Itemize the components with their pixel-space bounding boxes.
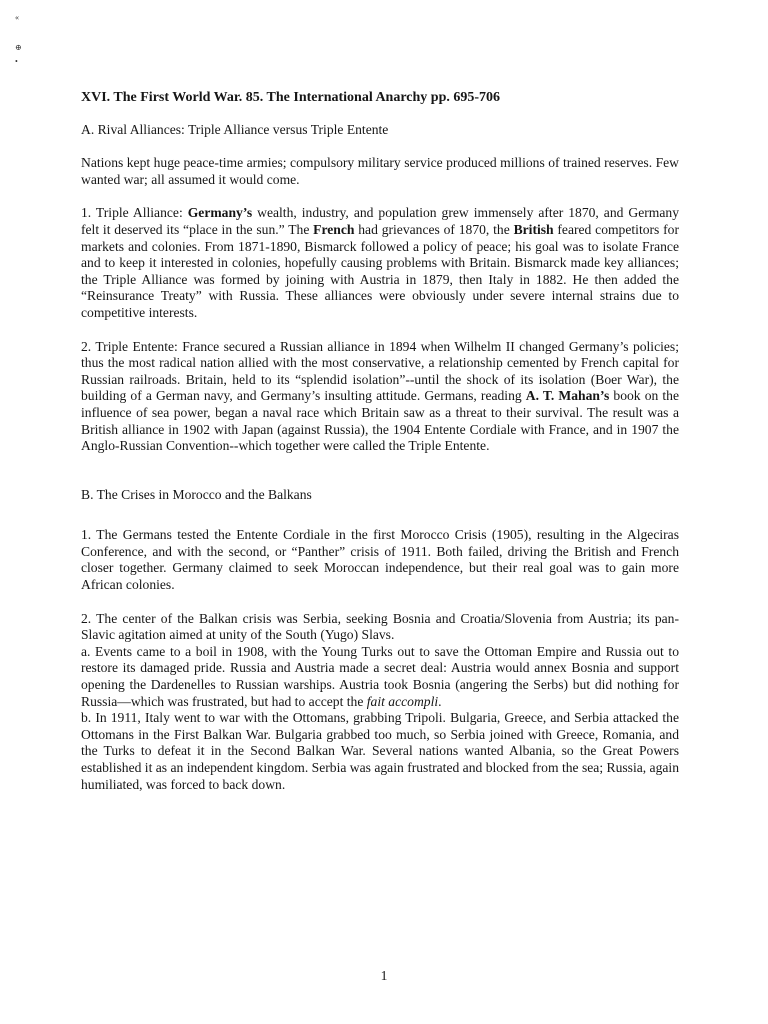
margin-mark: ⊕ — [15, 43, 22, 52]
balkan-subpoint-b: b. In 1911, Italy went to war with the Ottomans, grabbing Tripoli. Bulgaria, Greece, and Serbia attacked the Ottomans in the First Balkan War. Bulgaria grabbed too much, so Serbia joined with Greece, Romania, and the Turks to defeat it in the Second Balkan War. Several nations wanted Albania, so the Great Powers established it as an independent kingdom. Serbia was again frustrated and blocked from the sea; Russia, again humiliated, was forced to back down. — [81, 710, 679, 792]
text-run: 2. Triple Entente: France secured a Russian alliance in 1894 when Wilhelm II changed Germany’s policies; thus the most radical nation allied with the most conservative, a relationship cemented by French capital for Russian railroads. Britain, held to its “splendid isolation”--until the shock of its isolation (Boer War), the building of a German navy, and Germany’s insulting attitude. Germans, reading — [81, 338, 679, 404]
page-number: 1 — [380, 968, 388, 983]
document-page — [81, 90, 679, 793]
triple-entente-paragraph — [81, 339, 679, 455]
text-run: book on the influence of sea power, began a naval race which Britain saw as a threat to their survival. The result was a British alliance in 1902 with Japan (against Russia), the 1904 Entente Cordiale with France, and in 1907 the Anglo-Russian Convention--which together were called the Triple Entente. — [81, 388, 679, 454]
bold-term: French — [313, 221, 355, 237]
text-run: feared competitors for markets and colonies. From 1871-1890, Bismarck followed a policy of peace; his goal was to isolate France and to keep it interested in colonies, hopefully causing problems with Britain. Bismarck made key alliances; the Triple Alliance was formed by joining with Austria in 1879, then Italy in 1882. He then added the “Reinsurance Treaty” with Russia. These alliances were obviously under severe internal strains due to competitive interests. — [81, 221, 679, 320]
margin-mark: • — [15, 57, 18, 66]
page-title: XVI. The First World War. 85. The International Anarchy pp. 695-706 — [81, 90, 501, 105]
text-run: a. Events came to a boil in 1908, with the Young Turks out to save the Ottoman Empire and Russia out to restore its damaged pride. Russia and Austria made a secret deal: Austria would annex Bosnia and support opening the Dardenelles to Russian warships. Austria took Bosnia (angering the Serbs) but did nothing for Russia—which was frustrated, but had to accept the — [81, 643, 679, 709]
triple-alliance-paragraph — [81, 205, 679, 321]
bold-term: British — [513, 221, 554, 237]
balkan-subpoint-a — [81, 644, 679, 710]
balkan-crisis-paragraph: 2. The center of the Balkan crisis was Serbia, seeking Bosnia and Croatia/Slovenia from Austria; its pan-Slavic agitation aimed at unity of the South (Yugo) Slavs. — [81, 610, 679, 643]
text-run: wealth, industry, and population grew immensely after 1870, and Germany felt it deserved its “place in the sun.” The — [81, 205, 679, 237]
italic-term: fait accompli — [366, 693, 439, 709]
bold-term: A. T. Mahan’s — [525, 388, 610, 404]
bold-term: Germany’s — [187, 205, 253, 221]
text-run: had grievances of 1870, the — [354, 221, 514, 237]
morocco-crisis-paragraph: 1. The Germans tested the Entente Cordiale in the first Morocco Crisis (1905), resulting in the Algeciras Conference, and with the second, or “Panther” crisis of 1911. Both failed, driving the British and French closer together. Germany claimed to seek Moroccan independence, but their real goal was to gain more African colonies. — [81, 527, 679, 593]
section-a-intro: Nations kept huge peace-time armies; compulsory military service produced millions of trained reserves. Few wanted war; all assumed it would come. — [81, 155, 679, 187]
section-b-heading: B. The Crises in Morocco and the Balkans — [81, 486, 312, 502]
text-run: 1. Triple Alliance: — [81, 205, 188, 221]
section-a-heading: A. Rival Alliances: Triple Alliance versus Triple Entente — [81, 121, 389, 137]
margin-mark: « — [15, 13, 19, 22]
text-run: . — [438, 693, 442, 709]
